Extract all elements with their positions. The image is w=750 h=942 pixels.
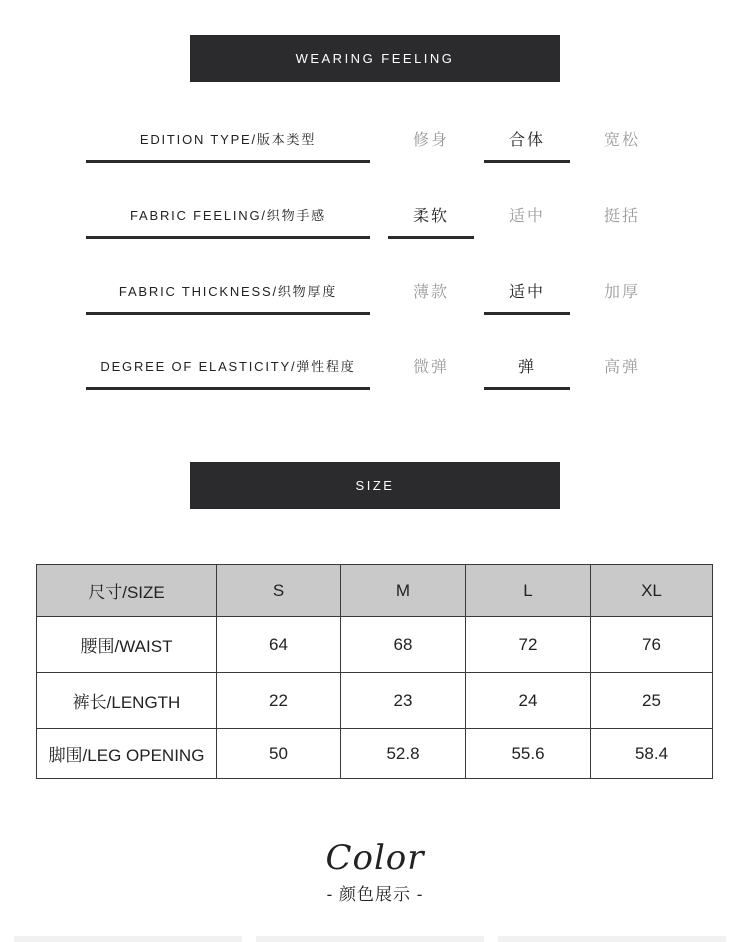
size-title: SIZE xyxy=(355,478,395,493)
feel-label: FABRIC FEELING/织物手感 xyxy=(86,192,370,236)
table-row xyxy=(37,729,713,779)
header-cell: 尺寸/SIZE xyxy=(37,565,217,617)
feel-label: DEGREE OF ELASTICITY/弹性程度 xyxy=(86,343,370,387)
size-table-header xyxy=(37,565,713,617)
feel-option-selected: 弹 xyxy=(484,343,570,387)
header-cell: M xyxy=(341,565,466,617)
color-subtitle: - 颜色展示 - xyxy=(326,885,424,904)
row-label: 腰围/WAIST xyxy=(37,617,217,673)
feel-option: 修身 xyxy=(412,131,449,149)
size-table xyxy=(36,564,713,779)
feel-option-selected: 柔软 xyxy=(388,192,474,236)
color-image-strip xyxy=(0,936,750,942)
color-title: Color xyxy=(325,838,425,878)
table-row xyxy=(37,617,713,673)
feel-label: EDITION TYPE/版本类型 xyxy=(86,116,370,160)
table-cell: 58.4 xyxy=(591,729,713,779)
wearing-feeling-banner xyxy=(190,35,560,82)
color-image-placeholder xyxy=(14,936,242,942)
feel-option-selected: 合体 xyxy=(484,116,570,160)
table-cell: 68 xyxy=(341,617,466,673)
table-cell: 72 xyxy=(466,617,591,673)
table-cell: 25 xyxy=(591,673,713,729)
table-cell: 50 xyxy=(217,729,341,779)
feel-option: 适中 xyxy=(508,207,545,225)
color-image-placeholder xyxy=(498,936,726,942)
feel-option: 微弹 xyxy=(412,358,449,376)
feel-option: 挺括 xyxy=(603,207,640,225)
row-label: 脚围/LEG OPENING xyxy=(37,729,217,779)
table-cell: 52.8 xyxy=(341,729,466,779)
wearing-feeling-title: WEARING FEELING xyxy=(295,51,455,66)
feel-option: 薄款 xyxy=(412,283,449,301)
table-cell: 22 xyxy=(217,673,341,729)
feel-row-fabric-feeling xyxy=(0,192,750,242)
feel-option-selected: 适中 xyxy=(484,268,570,312)
feel-option: 加厚 xyxy=(603,283,640,301)
color-image-placeholder xyxy=(256,936,484,942)
header-cell: XL xyxy=(591,565,713,617)
feel-row-elasticity xyxy=(0,343,750,393)
feel-option: 高弹 xyxy=(603,358,640,376)
table-row xyxy=(37,673,713,729)
row-label: 裤长/LENGTH xyxy=(37,673,217,729)
feel-row-edition-type xyxy=(0,116,750,166)
header-cell: S xyxy=(217,565,341,617)
table-cell: 24 xyxy=(466,673,591,729)
size-banner xyxy=(190,462,560,509)
table-cell: 64 xyxy=(217,617,341,673)
feel-option: 宽松 xyxy=(603,131,640,149)
table-cell: 76 xyxy=(591,617,713,673)
table-cell: 23 xyxy=(341,673,466,729)
feel-row-fabric-thickness xyxy=(0,268,750,318)
feel-label: FABRIC THICKNESS/织物厚度 xyxy=(86,268,370,312)
header-cell: L xyxy=(466,565,591,617)
table-cell: 55.6 xyxy=(466,729,591,779)
